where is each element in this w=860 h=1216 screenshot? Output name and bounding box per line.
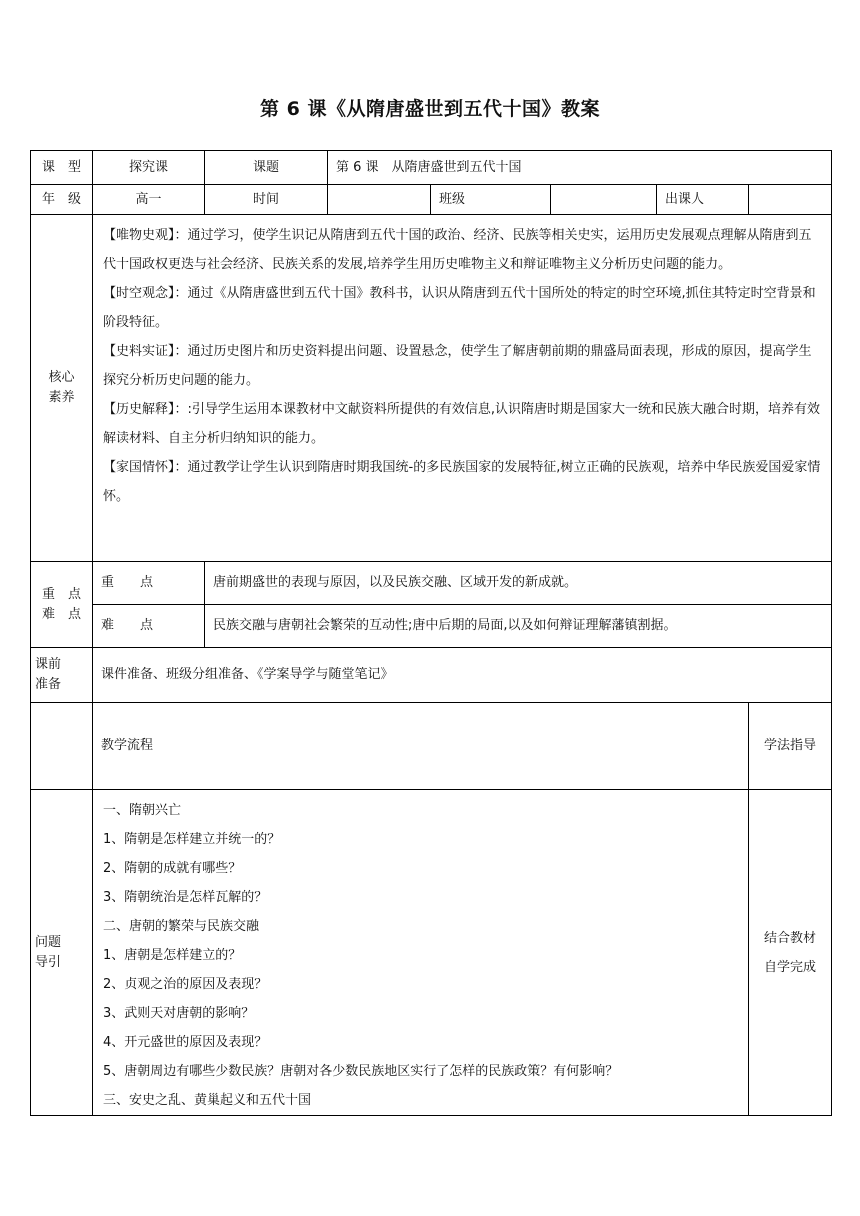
guide-label: 学法指导 [749, 703, 832, 790]
flow-label: 教学流程 [93, 703, 749, 790]
core-item-head: 【时空观念】 [103, 286, 175, 301]
row-grade-info [31, 185, 832, 215]
row-flow-header [31, 703, 832, 790]
author-value [749, 185, 832, 215]
question-line: 二、唐朝的繁荣与民族交融 [103, 919, 260, 934]
study-guide-line1: 结合教材 [764, 931, 817, 946]
question-line: 2、隋朝的成就有哪些？ [103, 861, 242, 876]
keypoints-label [31, 562, 93, 648]
core-label [31, 215, 93, 562]
prep-text: 课件准备、班级分组准备、《学案导学与随堂笔记》 [93, 648, 832, 703]
question-line: 1、唐朝是怎样建立的？ [103, 948, 242, 963]
row-preparation [31, 648, 832, 703]
core-item-head: 【历史解释】 [103, 402, 175, 417]
question-line: 4、开元盛世的原因及表现？ [103, 1035, 268, 1050]
core-label-line1: 核心 [48, 370, 75, 385]
author-label: 出课人 [657, 185, 749, 215]
questions-content [93, 790, 749, 1116]
row-difficult-point [31, 605, 832, 648]
core-item-head: 【家国情怀】 [103, 460, 175, 475]
row-question-guide [31, 790, 832, 1116]
key-point-label: 重 点 [93, 562, 205, 605]
study-guide [749, 790, 832, 1116]
core-item-text: ：通过《从隋唐盛世到五代十国》教科书，认识从隋唐到五代十国所处的特定的时空环境,抓住其特定时空背景和阶段特征。 [103, 286, 816, 330]
topic-value: 第 6 课 从隋唐盛世到五代十国 [328, 151, 832, 185]
core-item [103, 453, 823, 511]
course-type-value: 探究课 [93, 151, 205, 185]
flow-header-blank [31, 703, 93, 790]
question-line: 3、武则天对唐朝的影响？ [103, 1006, 255, 1021]
question-line: 5、唐朝周边有哪些少数民族？唐朝对各少数民族地区实行了怎样的民族政策？有何影响？ [103, 1064, 619, 1079]
core-item-text: ：通过教学让学生认识到隋唐时期我国统-的多民族国家的发展特征,树立正确的民族观，培养中华民族爱国爱家情怀。 [103, 460, 821, 504]
difficult-point-text: 民族交融与唐朝社会繁荣的互动性;唐中后期的局面,以及如何辩证理解藩镇割据。 [205, 605, 832, 648]
row-key-point [31, 562, 832, 605]
lesson-plan-table [30, 150, 832, 1116]
grade-value: 高一 [93, 185, 205, 215]
questions-label-line1: 问题 [35, 934, 62, 950]
prep-label-line2: 准备 [35, 677, 62, 692]
question-line: 一、隋朝兴亡 [103, 803, 182, 818]
grade-label: 年 级 [31, 185, 93, 215]
time-value [328, 185, 431, 215]
question-line: 3、隋朝统治是怎样瓦解的？ [103, 890, 268, 905]
core-item-text: ：通过历史图片和历史资料提出问题、设置悬念，使学生了解唐朝前期的鼎盛局面表现，形成的原因，提高学生探究分析历史问题的能力。 [103, 344, 812, 388]
study-guide-line2: 自学完成 [764, 960, 817, 975]
difficult-point-label: 难 点 [93, 605, 205, 648]
page-title: 第 6 课《从隋唐盛世到五代十国》教案 [260, 98, 600, 120]
keypoints-label-line2: 难 点 [41, 606, 81, 622]
questions-label [31, 790, 93, 1116]
question-line: 1、隋朝是怎样建立并统一的？ [103, 832, 281, 847]
keypoints-label-line1: 重 点 [41, 586, 81, 602]
class-label: 班级 [431, 185, 551, 215]
core-item-head: 【唯物史观】 [103, 228, 175, 243]
question-line: 2、贞观之治的原因及表现？ [103, 977, 268, 992]
core-item-text: ：通过学习，使学生识记从隋唐到五代十国的政治、经济、民族等相关史实，运用历史发展观点理解从隋唐到五代十国政权更迭与社会经济、民族关系的发展,培养学生用历史唯物主义和辩证唯物主义分析历史问题的能力。 [103, 228, 812, 272]
time-label: 时间 [205, 185, 328, 215]
core-label-line2: 素养 [48, 390, 75, 405]
row-course-info [31, 151, 832, 185]
class-value [551, 185, 657, 215]
key-point-text: 唐前期盛世的表现与原因，以及民族交融、区域开发的新成就。 [205, 562, 832, 605]
core-item-head: 【史料实证】 [103, 344, 175, 359]
questions-label-line2: 导引 [35, 954, 62, 970]
course-type-label: 课 型 [31, 151, 93, 185]
prep-label [31, 648, 93, 703]
core-item [103, 279, 823, 337]
core-item [103, 395, 823, 453]
core-item-text: ：:引导学生运用本课教材中文献资料所提供的有效信息,认识隋唐时期是国家大一统和民族大融合时期，培养有效解读材料、自主分析归纳知识的能力。 [103, 402, 821, 446]
prep-label-line1: 课前 [35, 657, 62, 672]
row-core-literacy [31, 215, 832, 562]
question-line: 三、安史之乱、黄巢起义和五代十国 [103, 1093, 312, 1108]
core-content [93, 215, 832, 562]
core-item [103, 221, 823, 279]
core-item [103, 337, 823, 395]
topic-label: 课题 [205, 151, 328, 185]
